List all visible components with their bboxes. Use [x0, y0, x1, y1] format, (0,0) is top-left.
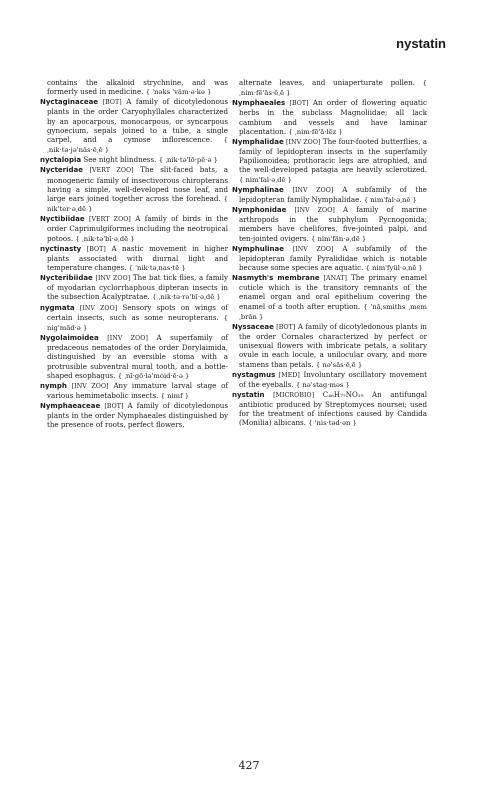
subject-label: [INV ZOO]: [95, 275, 131, 283]
subject-label: [INV ZOO]: [71, 382, 109, 390]
definition: Sensory spots on wings of certain insects, such as some neuropterans.: [47, 302, 228, 322]
right-column: [232, 78, 427, 429]
headword: Nymphaeales: [232, 99, 286, 108]
definition: The bat tick flies, a family of myodarian cyclorrhaphous dipteran insects in the subsection Acalyptratae.: [47, 273, 228, 302]
pronunciation: { nik'ter·əˌdē }: [47, 194, 228, 214]
subject-label: [ANAT]: [323, 275, 348, 283]
dictionary-entry: [232, 390, 427, 429]
pronunciation: { nim'fal·əˌdē }: [239, 175, 293, 184]
definition: Involuntary oscillatory movement of the eyeballs.: [239, 369, 427, 389]
definition: alternate leaves, and uniaperturate pollen.: [239, 78, 415, 87]
definition: A subfamily of the lepidopteran family Pyralididae which is notable because some species are aquatic.: [239, 243, 427, 272]
definition: A family of birds in the order Caprimulgiformes including the neotropical potoos.: [47, 214, 228, 243]
dictionary-entry: [232, 98, 427, 137]
definition: A family of dicotyledonous plants in the order Nymphaeales distinguished by the presence of roots, perfect flowers,: [47, 401, 228, 430]
pronunciation: { ˌnim·fē'ā·lēz }: [288, 127, 343, 136]
headword: Nycteridae: [40, 166, 83, 175]
headword: Nycteribiidae: [40, 274, 93, 283]
definition: The primary enamel cuticle which is the transitory remnants of the enamel organ and oral epithelium covering the enamel of a tooth after eruption.: [239, 273, 427, 311]
dictionary-entry: [232, 370, 427, 390]
dictionary-entry: [232, 273, 427, 322]
pronunciation: { nig'mäd·ə }: [47, 313, 228, 332]
headword: Nyssaceae: [232, 322, 274, 331]
definition: A subfamily of the lepidopteran family Nymphalidae.: [239, 184, 427, 204]
definition: An order of flowering aquatic herbs in the subclass Magnoliidae; all lack cambium and vessels and have laminar placentation.: [239, 98, 427, 136]
subject-label: [BOT]: [276, 323, 296, 331]
headword: Nyctaginaceae: [40, 98, 99, 107]
subject-label: [MED]: [278, 371, 300, 379]
headword: nymph: [40, 381, 67, 390]
headword: Nymphalinae: [232, 185, 284, 194]
dictionary-entry: [40, 78, 228, 97]
definition: C₄₆H₇₇NO₁₉ An antifungal antibiotic produced by Streptomyces noursei; used for the treatment of infections caused by Candida (Monilia) albicans.: [239, 390, 427, 428]
pronunciation: { ˌnī·gō·lə'mȯid·ē·ə }: [117, 371, 190, 380]
subject-label: [INV ZOO]: [294, 207, 335, 215]
subject-label: [INV ZOO]: [286, 138, 321, 146]
pronunciation: { nim'fal·əˌnē }: [363, 195, 417, 204]
pronunciation: { nim'fyül·əˌnē }: [365, 263, 423, 272]
definition: contains the alkaloid strychnine, and was formerly used in medicine.: [47, 78, 228, 97]
definition: A family of dicotyledonous plants in the order Cornales characterized by perfect or unisexual flowers with imbricate petals, a solitary ovule in each locule, a unilocular ovary, and more stamens than petals.: [239, 321, 427, 369]
definition: A family of dicotyledonous plants in the order Caryophyllales characterized by an apocarpous, monocarpous, or syncarpous gynoecium, sepals joined to a tube, a single carpel, and a cymose inflorescence.: [47, 97, 228, 144]
dictionary-entry: [232, 137, 427, 185]
dictionary-entry: [232, 244, 427, 273]
pronunciation: { 'nis·təd·ən }: [308, 419, 357, 428]
definition: Any immature larval stage of various hemimetabolic insects.: [47, 380, 228, 400]
subject-label: [INV ZOO]: [79, 304, 118, 312]
pronunciation: { ˌnim·fē'ās·ēˌē }: [239, 79, 427, 98]
definition: The four-footed butterflies, a family of lepidopteran insects in the superfamily Papilionoidea; prothoracic legs are atrophied, and the well-developed patagia are heavily sclerotized.: [239, 136, 427, 175]
subject-label: [BOT]: [102, 99, 122, 107]
headword: Nymphalidae: [232, 137, 284, 146]
dictionary-entry: [40, 333, 228, 381]
dictionary-entry: [40, 244, 228, 273]
definition: A family of marine arthropods in the subphylum Pycnogonida; members have chelifores, five-jointed palpi, and ten-jointed ovigers.: [239, 205, 427, 243]
dictionary-entry: [40, 273, 228, 302]
pronunciation: { ˌnik·tə'bī·əˌdē }: [75, 234, 135, 243]
headword: Nygolaimoidea: [40, 334, 99, 343]
left-column: [40, 78, 228, 430]
guide-word-header: nystatin: [396, 36, 446, 51]
dictionary-entry: [232, 185, 427, 205]
dictionary-entry: [232, 78, 427, 98]
pronunciation: { 'nəks 'väm·ə·kə }: [145, 88, 212, 97]
pronunciation: { nə'stag·məs }: [295, 380, 350, 389]
pronunciation: { ˌnik·tə·rə'bī·əˌdē }: [152, 293, 221, 302]
definition: A nastic movement in higher plants associated with diurnal light and temperature changes.: [47, 243, 228, 272]
subject-label: [BOT]: [289, 100, 309, 108]
subject-label: [VERT ZOO]: [89, 167, 134, 175]
subject-label: [BOT]: [104, 403, 124, 411]
dictionary-entry: [232, 205, 427, 244]
pronunciation: { 'nik·təˌnas·tē }: [128, 263, 186, 272]
headword: Nymphonidae: [232, 206, 287, 215]
definition: See night blindness.: [83, 155, 157, 165]
headword: nyctalopia: [40, 156, 82, 165]
pronunciation: { 'nāˌsmiths ˌmemˌbrān }: [239, 302, 427, 321]
pronunciation: { nə'sās·ēˌē }: [315, 360, 363, 369]
subject-label: [INV ZOO]: [292, 245, 334, 253]
subject-label: [MICROBIO]: [273, 392, 315, 399]
definition: The slit-faced bats, a monogeneric family of insectivorous chiropterans having a simple, well-developed nose leaf, and large ears joined together across the forehead.: [47, 165, 228, 203]
headword: Nymphaeaceae: [40, 402, 101, 411]
headword: nygmata: [40, 303, 75, 312]
headword: nystagmus: [232, 370, 276, 379]
headword: Nymphulinae: [232, 244, 284, 253]
pronunciation: { ˌnik·tə·jə'nās·ēˌē }: [47, 135, 228, 155]
pronunciation: { nimf }: [160, 392, 190, 400]
pronunciation: { nim'fän·əˌdē }: [311, 234, 367, 243]
subject-label: [BOT]: [86, 245, 106, 253]
headword: nystatin: [232, 391, 265, 399]
headword: Nyctibiidae: [40, 215, 85, 224]
dictionary-entry: [40, 401, 228, 429]
pronunciation: { ˌnik·tə'lō·pē·ə }: [158, 156, 218, 165]
page-number: 427: [238, 759, 260, 772]
dictionary-entry: [40, 155, 228, 165]
dictionary-entry: [40, 303, 228, 333]
dictionary-entry: [232, 322, 427, 370]
definition: A superfamily of predaceous nematodes of the order Dorylaimida, distinguished by an eversible stoma with a protrusible subventral mural tooth, and a bottle-shaped esophagus.: [47, 333, 228, 380]
dictionary-entry: [40, 381, 228, 401]
dictionary-entry: [40, 165, 228, 214]
headword: nyctinasty: [40, 244, 82, 253]
subject-label: [INV ZOO]: [107, 335, 148, 343]
dictionary-entry: [40, 97, 228, 155]
subject-label: [INV ZOO]: [292, 186, 334, 194]
subject-label: [VERT ZOO]: [88, 216, 131, 224]
dictionary-entry: [40, 214, 228, 243]
headword: Nasmyth's membrane: [232, 274, 320, 283]
